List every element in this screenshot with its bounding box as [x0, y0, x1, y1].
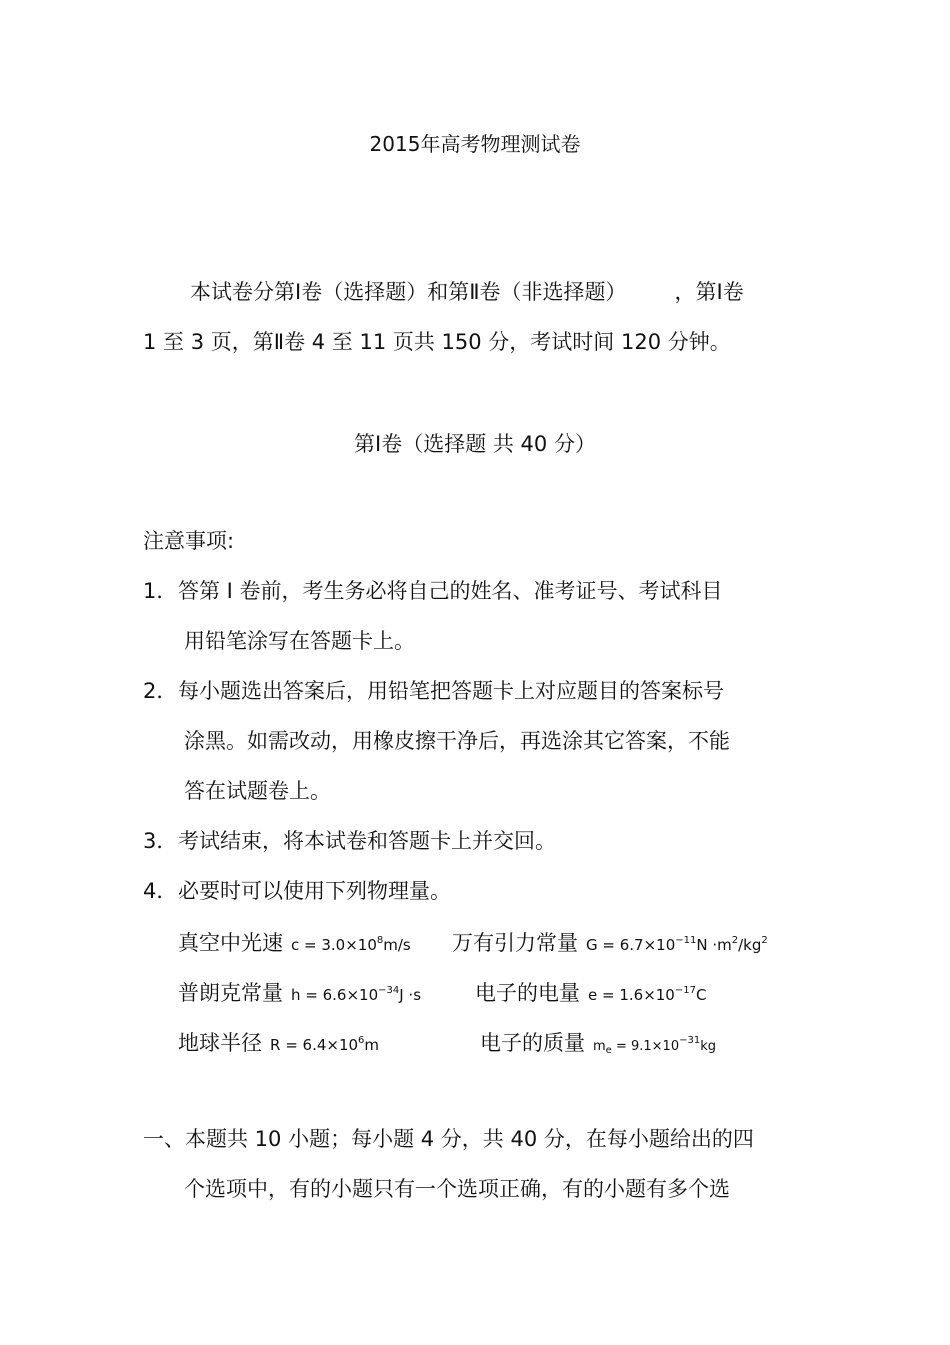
part-one-line-2: 个选项中，有的小题只有一个选项正确，有的小题有多个选 [184, 1177, 730, 1201]
item-number: 3． [143, 829, 178, 853]
document-title: 2015年高考物理测试卷 [369, 132, 581, 156]
intro-text-b: ，第Ⅰ卷 [674, 280, 744, 304]
intro-line-1 [190, 278, 744, 306]
constant-earth-radius: 地球半径 $R = 6.4\times 10^6m$ [178, 1031, 380, 1055]
constant-electron-charge: 电子的电量 $e = 1.6\times 10^{-17}C$ [475, 981, 707, 1005]
part-one-line-1: 一、本题共 10 小题；每小题 4 分，共 40 分，在每小题给出的四 [143, 1127, 754, 1151]
notice-item-1-cont: 用铅笔涂写在答题卡上。 [184, 629, 415, 653]
item-text: 必要时可以使用下列物理量。 [178, 879, 451, 903]
notice-item-1 [143, 577, 723, 605]
constant-speed-of-light: 真空中光速 $c = 3.0\times 10^8m/s$ [178, 931, 411, 955]
intro-text-a: 本试卷分第Ⅰ卷（选择题）和第Ⅱ卷（非选择题） [190, 280, 627, 304]
notice-item-2 [143, 677, 724, 705]
item-number: 2． [143, 679, 178, 703]
notice-item-3 [143, 827, 556, 855]
constant-gravitational: 万有引力常量 $G = 6.7\times 10^{-11}N \cdot m^2/kg^2$ [452, 931, 768, 955]
section-title: 第Ⅰ卷（选择题 共 40 分） [354, 432, 596, 456]
item-number: 4． [143, 879, 178, 903]
notice-item-4 [143, 877, 451, 905]
item-text: 考试结束，将本试卷和答题卡上并交回。 [178, 829, 556, 853]
notice-heading: 注意事项: [143, 529, 235, 553]
item-text: 每小题选出答案后，用铅笔把答题卡上对应题目的答案标号 [178, 679, 724, 703]
intro-line-2: 1 至 3 页，第Ⅱ卷 4 至 11 页共 150 分，考试时间 120 分钟。 [143, 330, 731, 354]
notice-item-2-cont-1: 涂黑。如需改动，用橡皮擦干净后，再选涂其它答案，不能 [184, 729, 730, 753]
constant-electron-mass: 电子的质量 $m_e = 9.1\times 10^{-31}kg$ [480, 1031, 716, 1056]
notice-item-2-cont-2: 答在试题卷上。 [184, 779, 331, 803]
item-number: 1． [143, 579, 178, 603]
item-text: 答第 Ⅰ 卷前，考生务必将自己的姓名、准考证号、考试科目 [178, 579, 723, 603]
constant-planck: 普朗克常量 $h = 6.6\times 10^{-34}J \cdot s$ [178, 981, 422, 1005]
